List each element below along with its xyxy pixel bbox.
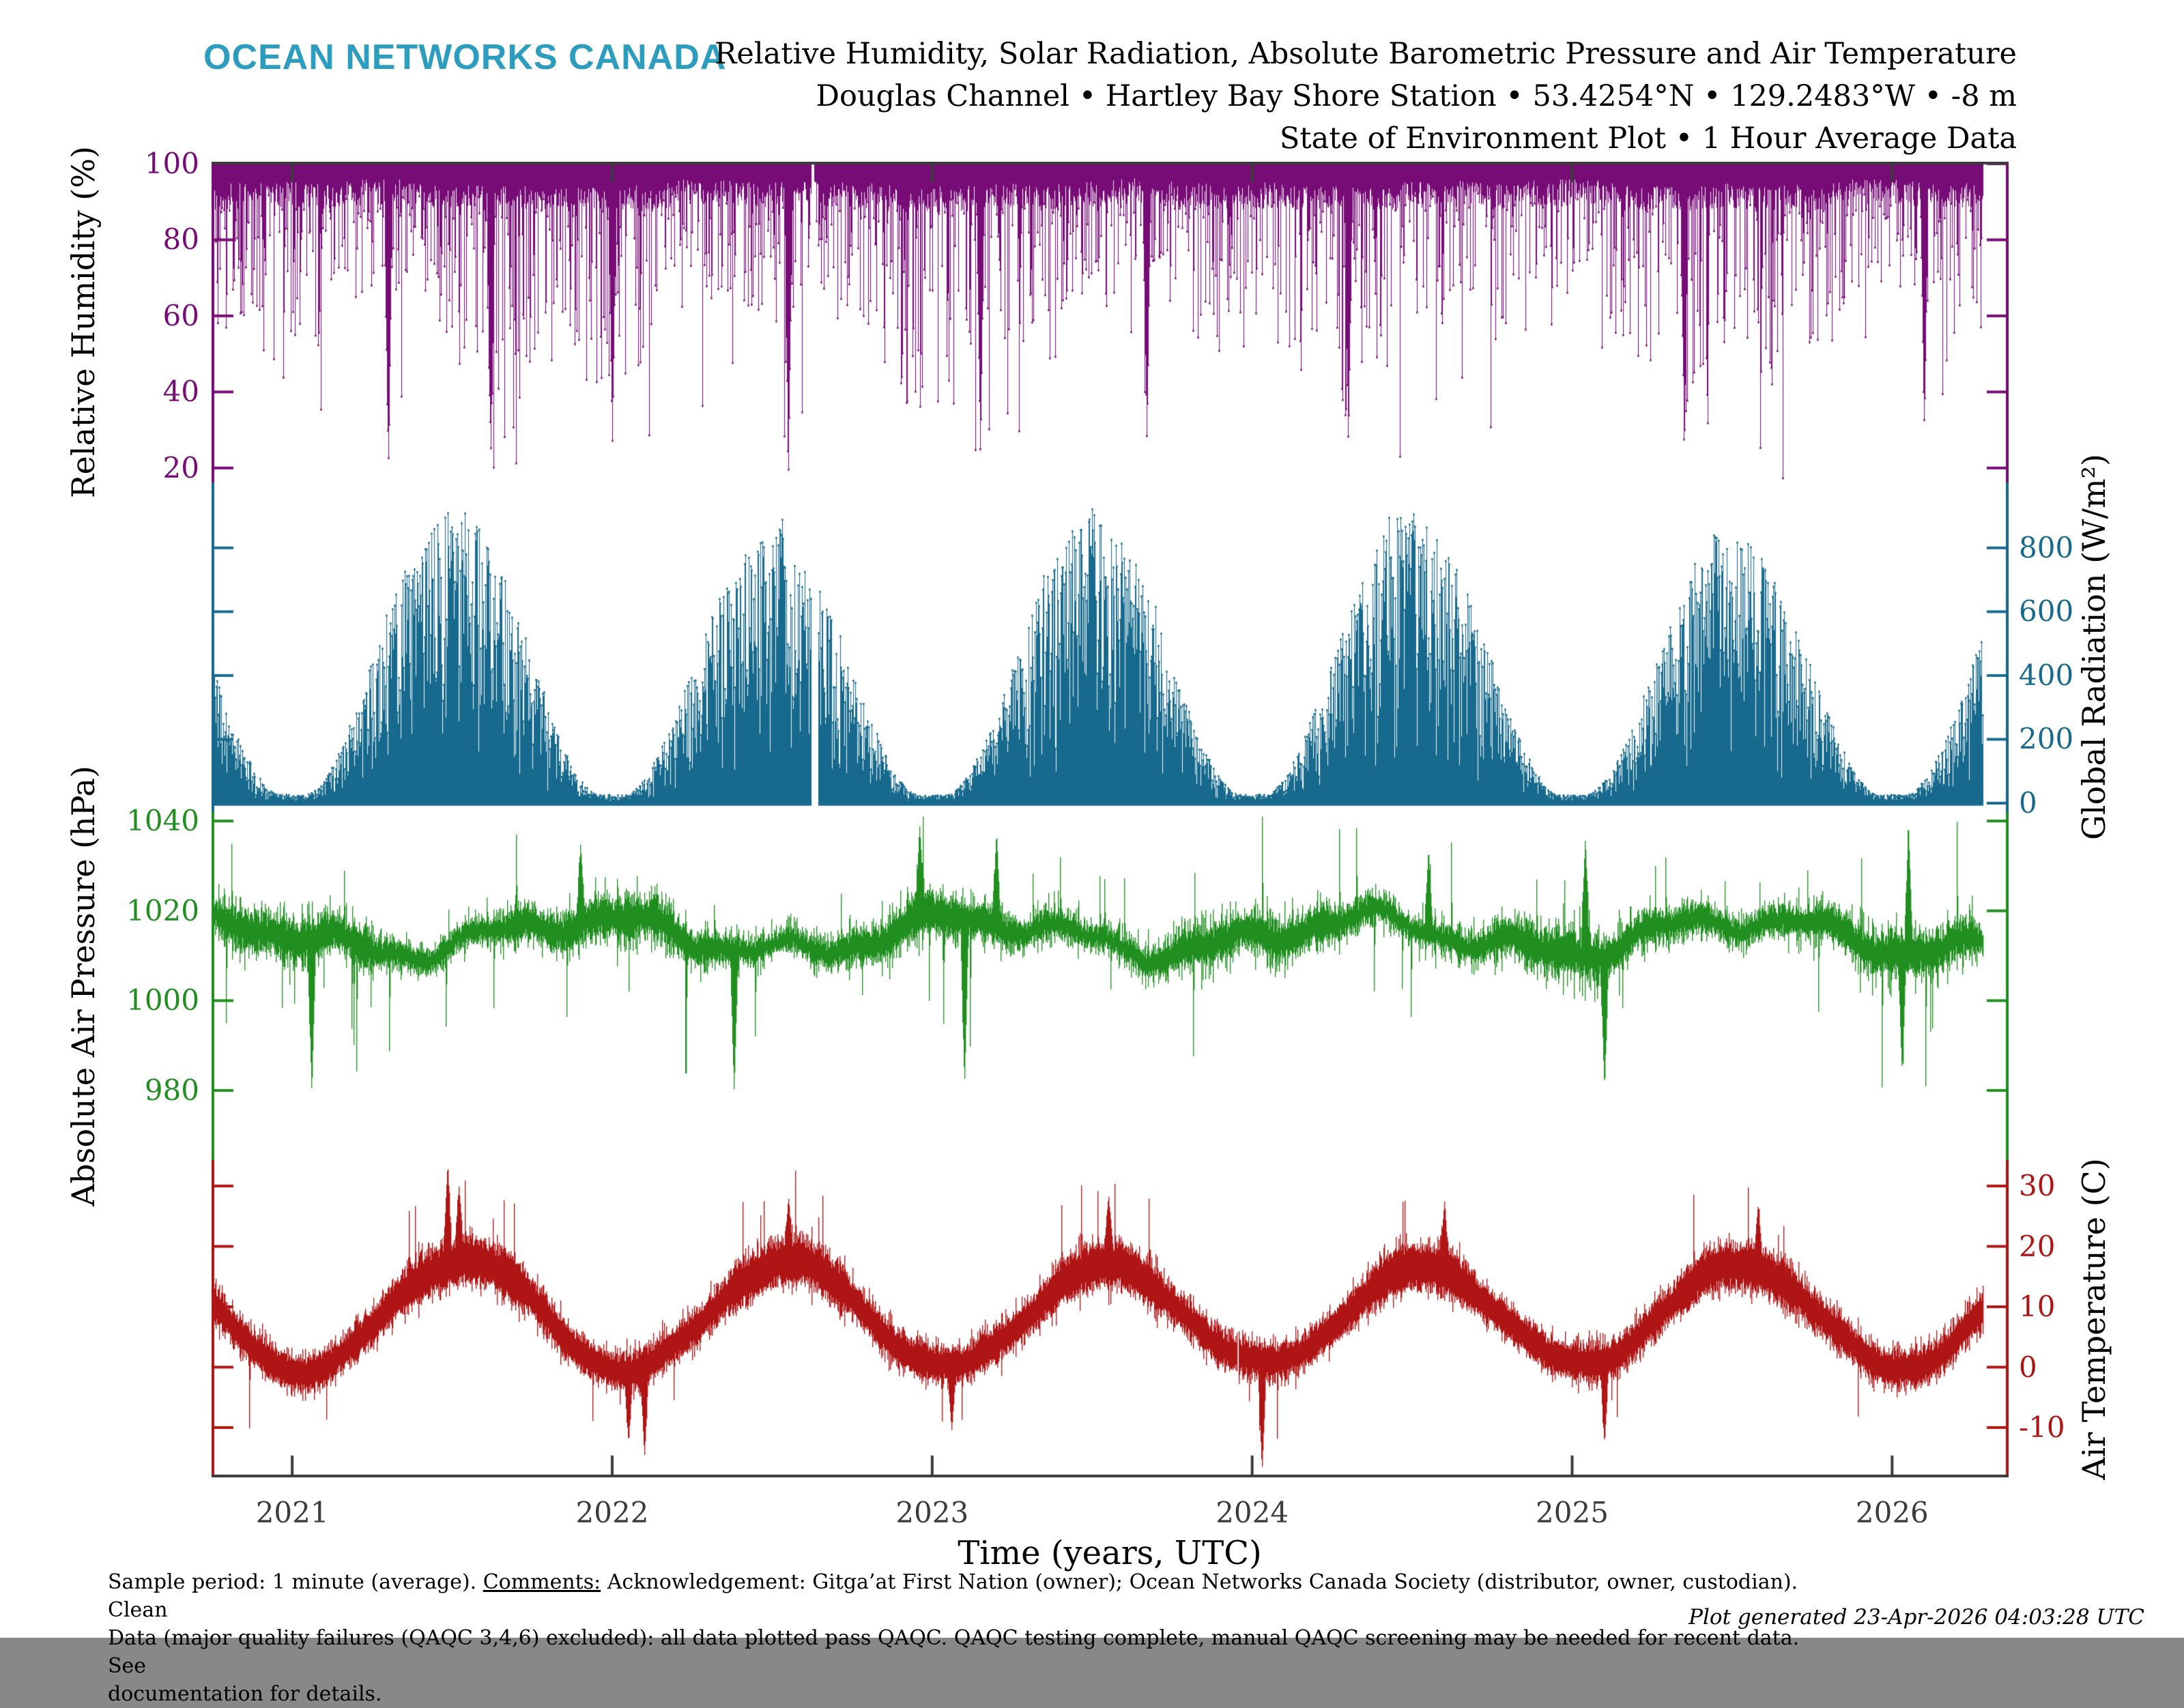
y-tick-label-air-temperature: 0 <box>2019 1350 2037 1384</box>
y-tick-label-air-temperature: 20 <box>2019 1229 2056 1263</box>
y-tick-label-absolute-air-pressure: 1000 <box>126 983 199 1017</box>
y-tick-label-relative-humidity: 60 <box>162 298 199 332</box>
y-tick-label-relative-humidity: 40 <box>162 375 199 409</box>
y-tick-label-air-temperature: 10 <box>2019 1290 2056 1324</box>
y-axis-title-air-pressure: Absolute Air Pressure (hPa) <box>65 766 102 1206</box>
footer-line-2: Data (major quality failures (QAQC 3,4,6) excluded): all data plotted pass QAQC. QAQC testing complete, manual QAQC screening may be needed for recent data. See <box>108 1626 1800 1678</box>
y-tick-label-absolute-air-pressure: 980 <box>144 1073 199 1107</box>
y-tick-label-relative-humidity: 20 <box>162 450 199 484</box>
y-tick-label-global-radiation: 200 <box>2019 722 2074 756</box>
x-tick-label: 2022 <box>575 1496 649 1529</box>
y-axis-title-relative-humidity: Relative Humidity (%) <box>65 146 102 498</box>
onc-logo: OCEAN NETWORKS CANADA <box>203 38 727 77</box>
plot-title-line-1: Relative Humidity, Solar Radiation, Absolute Barometric Pressure and Air Temperature <box>715 37 2017 71</box>
y-axis-title-global-radiation: Global Radiation (W/m²) <box>2075 454 2112 840</box>
x-tick-label: 2023 <box>895 1496 969 1529</box>
footer-sample-period: Sample period: 1 minute (average). <box>108 1570 483 1594</box>
y-tick-label-global-radiation: 400 <box>2019 658 2074 692</box>
footer-comments-label: Comments: <box>483 1570 601 1594</box>
x-axis-title: Time (years, UTC) <box>958 1534 1262 1572</box>
x-tick-label: 2025 <box>1536 1496 1609 1529</box>
footer-acknowledgement: Acknowledgement: Gitga’at First Nation (owner); Ocean Networks Canada Society (distributor, owner, custodian). Clean <box>108 1570 1798 1622</box>
chart-canvas <box>212 162 2009 1477</box>
plot-generated-timestamp: Plot generated 23-Apr-2026 04:03:28 UTC <box>1689 1605 2144 1630</box>
footer-line-3: documentation for details. <box>108 1682 382 1706</box>
x-tick-label: 2021 <box>255 1496 329 1529</box>
y-tick-label-air-temperature: -10 <box>2019 1410 2065 1444</box>
y-tick-label-relative-humidity: 80 <box>162 222 199 257</box>
plot-title-line-2: Douglas Channel • Hartley Bay Shore Station • 53.4254°N • 129.2483°W • -8 m <box>816 79 2017 113</box>
y-tick-label-absolute-air-pressure: 1020 <box>126 893 199 927</box>
y-tick-label-global-radiation: 0 <box>2019 785 2037 820</box>
x-tick-label: 2024 <box>1216 1496 1289 1529</box>
y-tick-label-absolute-air-pressure: 1040 <box>126 804 199 838</box>
plot-title <box>715 33 2017 160</box>
plot-title-line-3: State of Environment Plot • 1 Hour Average Data <box>1279 121 2017 156</box>
footer-line-1 <box>108 1568 1800 1624</box>
footer-note <box>108 1568 1800 1708</box>
y-axis-title-air-temperature: Air Temperature (C) <box>2075 1158 2112 1480</box>
y-tick-label-global-radiation: 600 <box>2019 594 2074 628</box>
x-tick-label: 2026 <box>1855 1496 1929 1529</box>
y-tick-label-global-radiation: 800 <box>2019 530 2074 564</box>
y-tick-label-air-temperature: 30 <box>2019 1169 2056 1203</box>
y-tick-label-relative-humidity: 100 <box>144 147 199 180</box>
